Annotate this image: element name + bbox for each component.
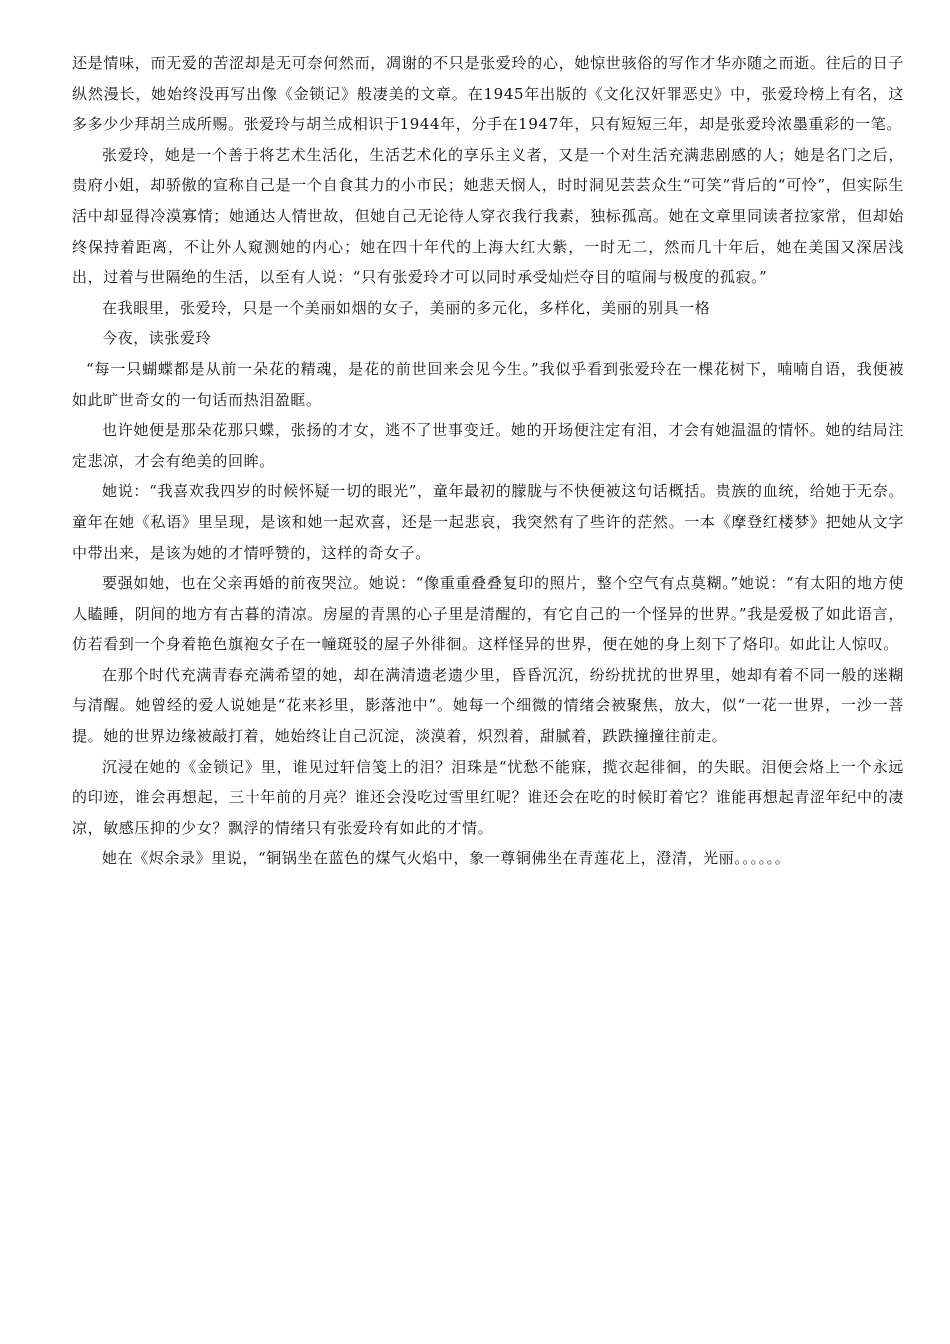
- paragraph-tonight-reading: 今夜，读张爱玲: [102, 329, 212, 348]
- paragraph-butterfly-quote: “每一只蝴蝶都是从前一朵花的精魂，是花的前世回来会见今生。”我似乎看到张爱玲在一棵花树下，喃喃自语，我便被如此旷世奇女的一句话而热泪盈眶。: [72, 359, 904, 409]
- paragraph-golden-cangue: 沉浸在她的《金锁记》里，谁见过轩信笺上的泪？泪珠是“忧愁不能寐，揽衣起徘徊，的失眠。泪便会烙上一个永远的印迹，谁会再想起，三十年前的月亮？谁还会没吃过雪里红呢？谁还会在吃的时候盯着它？谁能再想起青涩年纪中的凄凉，敏感压抑的少女？飘浮的情绪只有张爱玲有如此的才情。: [72, 757, 904, 837]
- paragraph-father-remarriage: 要强如她，也在父亲再婚的前夜哭泣。她说：“像重重叠叠复印的照片，整个空气有点莫糊。”她说：“有太阳的地方使人瞌睡，阴间的地方有古暮的清凉。房屋的青黑的心子里是清醒的，有它自己的一个怪异的世界。”我是爱极了如此语言，仿若看到一个身着艳色旗袍女子在一幢斑驳的屋子外徘徊。这样怪异的世界，便在她的身上刻下了烙印。如此让人惊叹。: [72, 574, 904, 654]
- document-body: [72, 48, 904, 874]
- paragraph-era: 在那个时代充满青春充满希望的她，却在满清遗老遗少里，昏昏沉沉，纷纷扰扰的世界里，她却有着不同一般的迷糊与清醒。她曾经的爱人说她是“花来衫里，影落池中”。她每一个细微的情绪会被聚焦，放大，似“一花一世界，一沙一菩提。她的世界边缘被敲打着，她始终让自己沉淀，淡漠着，炽烈着，甜腻着，跌跌撞撞往前走。: [72, 665, 904, 746]
- paragraph-ashes-record: 她在《烬余录》里说，“铜锅坐在蓝色的煤气火焰中，象一尊铜佛坐在青莲花上，澄清，光丽。。。。。。: [102, 849, 791, 868]
- paragraph-childhood: 她说：“我喜欢我四岁的时候怀疑一切的眼光”，童年最初的朦胧与不快便被这句话概括。贵族的血统，给她于无奈。童年在她《私语》里呈现，是该和她一起欢喜，还是一起悲哀，我突然有了些许的茫然。一本《摩登红楼梦》把她从文字中带出来，是该为她的才情呼赞的，这样的奇女子。: [72, 482, 904, 562]
- paragraph-in-my-eyes: 在我眼里，张爱玲，只是一个美丽如烟的女子，美丽的多元化，多样化，美丽的别具一格: [102, 298, 711, 317]
- paragraph-continuation: 还是情味，而无爱的苦涩却是无可奈何然而，凋谢的不只是张爱玲的心，她惊世骇俗的写作才华亦随之而逝。往后的日子纵然漫长，她始终没再写出像《金锁记》般凄美的文章。在1945年出版的《文化汉奸罪恶史》中，张爱玲榜上有名，这多多少少拜胡兰成所赐。张爱玲与胡兰成相识于1944年，分手在1947年，只有短短三年，却是张爱玲浓墨重彩的一笔。: [72, 54, 904, 134]
- paragraph-zhang-ailing-character: 张爱玲，她是一个善于将艺术生活化，生活艺术化的享乐主义者，又是一个对生活充满悲剧感的人；她是名门之后，贵府小姐，却骄傲的宣称自己是一个自食其力的小市民；她悲天悯人，时时洞见芸芸众生“可笑”背后的“可怜”，但实际生活中却显得冷漠寡情；她通达人情世故，但她自己无论待人穿衣我行我素，独标孤高。她在文章里同读者拉家常，但却始终保持着距离，不让外人窥测她的内心；她在四十年代的上海大红大紫，一时无二，然而几十年后，她在美国又深居浅出，过着与世隔绝的生活，以至有人说：“只有张爱玲才可以同时承受灿烂夺目的喧闹与极度的孤寂。”: [72, 145, 904, 287]
- paragraph-flower-butterfly: 也许她便是那朵花那只蝶，张扬的才女，逃不了世事变迁。她的开场便注定有泪，才会有她温温的情怀。她的结局注定悲凉，才会有绝美的回眸。: [72, 421, 904, 470]
